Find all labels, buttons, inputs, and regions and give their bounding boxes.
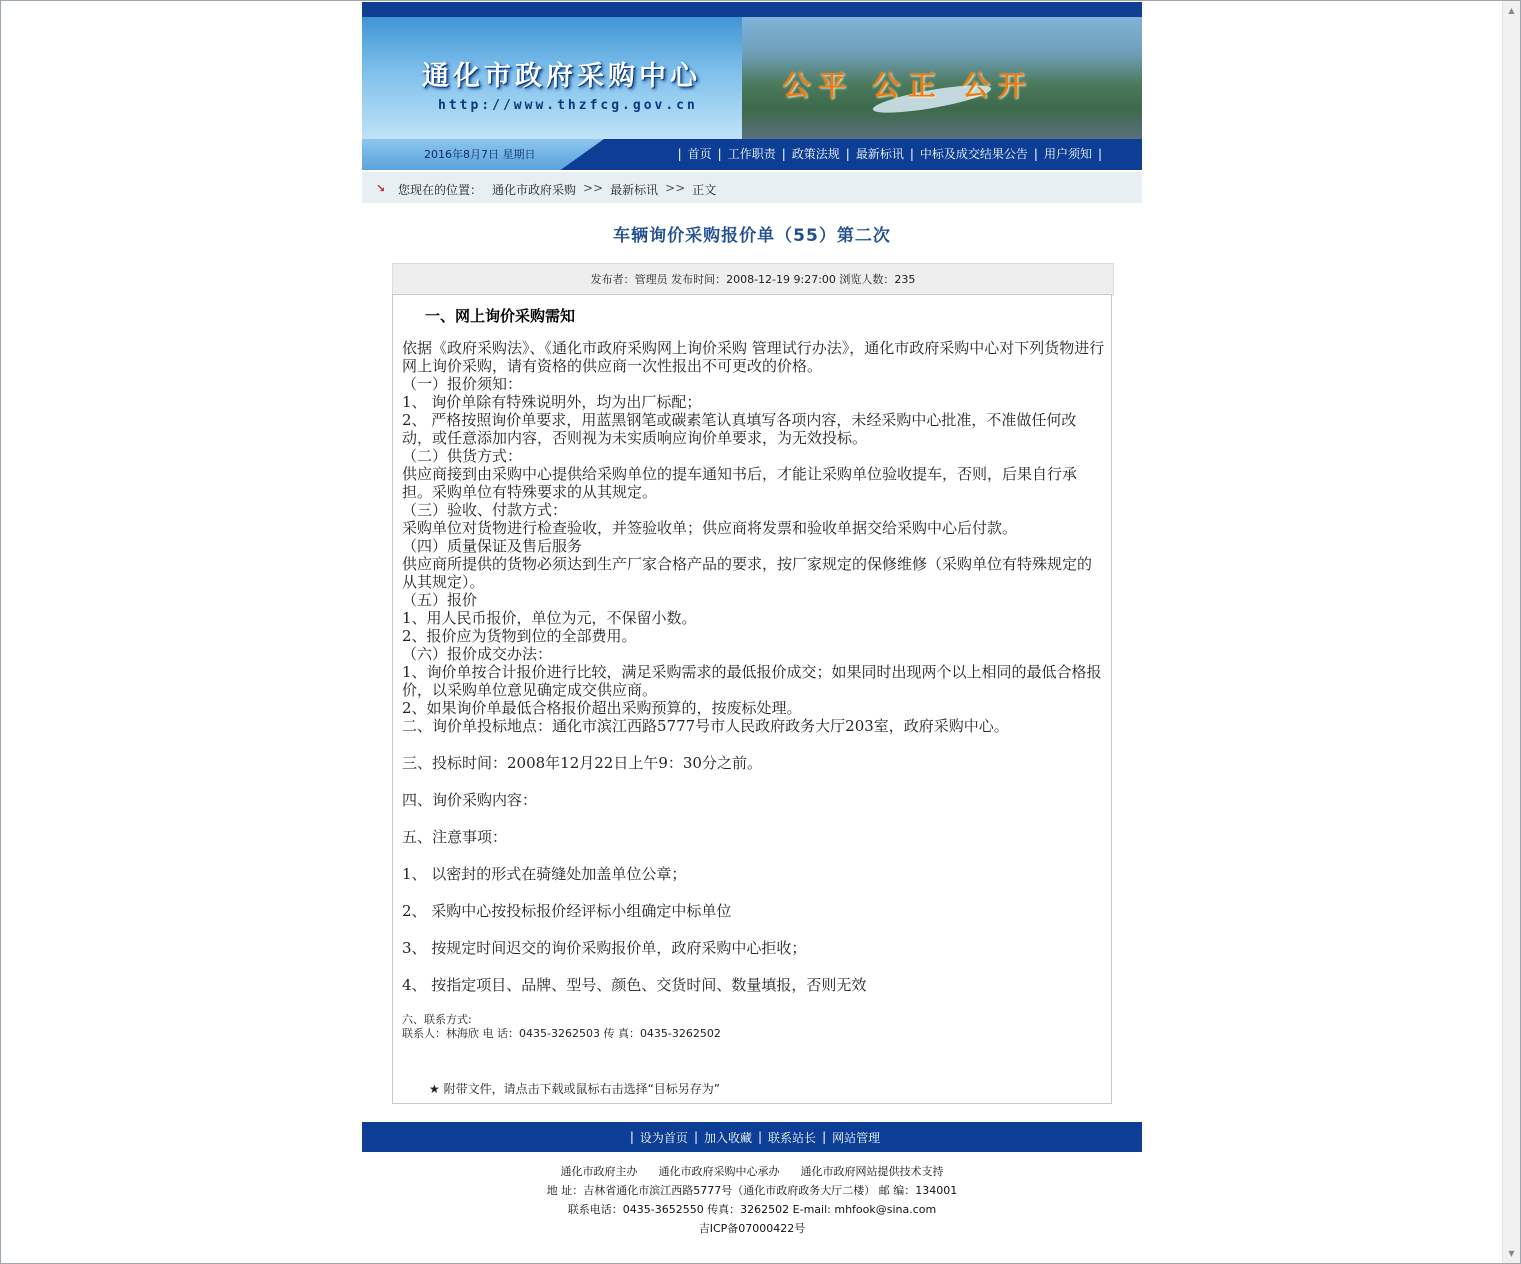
paragraph-spacer: [402, 772, 1106, 791]
attachment-note[interactable]: ★ 附带文件，请点击下载或鼠标右击选择“目标另存为”: [429, 1082, 721, 1096]
body-paragraph: 二、询价单投标地点：通化市滨江西路5777号市人民政府政务大厅203室，政府采购中心。: [402, 717, 1009, 735]
body-paragraph: 供应商所提供的货物必须达到生产厂家合格产品的要求，按厂家规定的保修维修（采购单位有特殊规定的从其规定）。: [402, 555, 1093, 591]
article-content: [392, 294, 1112, 1104]
body-paragraph: 1、用人民币报价，单位为元，不保留小数。: [402, 609, 697, 627]
body-paragraph: 2、报价应为货物到位的全部费用。: [402, 627, 637, 645]
paragraph-spacer: [402, 846, 1106, 865]
body-paragraph: （六）报价成交办法：: [402, 645, 553, 663]
breadcrumb-item-home[interactable]: 通化市政府采购: [492, 183, 577, 197]
footer-site-admin[interactable]: 网站管理: [832, 1130, 881, 1145]
body-paragraph: 1、询价单按合计报价进行比较，满足采购需求的最低报价成交；如果同时出现两个以上相同的最低合格报价，以采购单位意见确定成交供应商。: [402, 663, 1102, 699]
contact-info: [402, 1013, 721, 1041]
footer-set-homepage[interactable]: 设为首页: [639, 1130, 688, 1145]
banner-top-stripe: [362, 2, 1142, 17]
body-paragraph: 五、注意事项：: [402, 828, 508, 846]
breadcrumb-item-latest[interactable]: 最新标讯: [610, 183, 659, 197]
vertical-scrollbar[interactable]: [1502, 1, 1520, 1263]
footer-address: 地 址：吉林省通化市滨江西路5777号（通化市政府政务大厅二楼） 邮 编：134001: [546, 1184, 958, 1197]
breadcrumb: [362, 172, 1142, 203]
breadcrumb-label: 您现在的位置：: [398, 183, 483, 197]
top-nav: | 首页 | 工作职责 | 政策法规 | 最新标讯 | 中标及成交结果公告 | 用户须知 |: [677, 146, 1102, 161]
body-paragraph: 三、投标时间：2008年12月22日上午9：30分之前。: [402, 754, 762, 772]
site-slogan: 公平 公正 公开: [782, 69, 1034, 102]
body-paragraph: 2、如果询价单最低合格报价超出采购预算的，按废标处理。: [402, 699, 802, 717]
body-paragraph: 2、 采购中心按投标报价经评标小组确定中标单位: [402, 902, 732, 920]
body-paragraph: 4、 按指定项目、品牌、型号、颜色、交货时间、数量填报，否则无效: [402, 976, 867, 994]
paragraph-spacer: [402, 735, 1106, 754]
body-paragraph: （五）报价: [402, 591, 478, 609]
body-paragraph: 采购单位对货物进行检查验收，并签验收单；供应商将发票和验收单据交给采购中心后付款。: [402, 519, 1018, 537]
current-date: 2016年8月7日 星期日: [424, 148, 536, 161]
body-paragraph: （三）验收、付款方式：: [402, 501, 568, 519]
page-container: [362, 2, 1142, 1235]
nav-duties[interactable]: 工作职责: [727, 147, 776, 161]
body-paragraph: 3、 按规定时间迟交的询价采购报价单，政府采购中心拒收；: [402, 939, 807, 957]
body-paragraph: （四）质量保证及售后服务: [402, 537, 583, 555]
footer-icp[interactable]: 吉ICP备07000422号: [698, 1222, 806, 1235]
body-paragraph: 依据《政府采购法》、《通化市政府采购网上询价采购 管理试行办法》，通化市政府采购中心对下列货物进行网上询价采购，请有资格的供应商一次性报出不可更改的价格。: [402, 339, 1105, 375]
footer-add-favorite[interactable]: 加入收藏: [703, 1130, 752, 1145]
site-url: http://www.thzfcg.gov.cn: [438, 98, 698, 113]
contact-line: 联系人：林海欣 电 话：0435-3262503 传 真：0435-3262502: [402, 1027, 721, 1040]
footer-info: [362, 1162, 1142, 1238]
body-paragraph: （一）报价须知：: [402, 375, 523, 393]
paragraph-spacer: [402, 809, 1106, 828]
footer-organizers: 通化市政府主办 通化市政府采购中心承办 通化市政府网站提供技术支持: [560, 1165, 944, 1178]
footer-contact-admin[interactable]: 联系站长: [768, 1130, 817, 1145]
article-meta: 发布者：管理员 发布时间：2008-12-19 9:27:00 浏览人数：235: [392, 263, 1114, 296]
body-paragraph: 1、 询价单除有特殊说明外，均为出厂标配；: [402, 393, 702, 411]
breadcrumb-separator: >>: [583, 181, 604, 195]
footer-contact: 联系电话：0435-3652550 传真：3262502 E-mail: mhfook@sina.com: [567, 1203, 937, 1216]
article-body: [402, 339, 1106, 994]
body-paragraph: 2、 严格按照询价单要求，用蓝黑钢笔或碳素笔认真填写各项内容，未经采购中心批准，不准做任何改动，或任意添加内容，否则视为未实质响应询价单要求，为无效投标。: [402, 411, 1077, 447]
paragraph-spacer: [402, 920, 1106, 939]
body-paragraph: 四、询价采购内容：: [402, 791, 538, 809]
nav-home[interactable]: 首页: [687, 147, 712, 161]
site-title: 通化市政府采购中心: [422, 61, 701, 92]
contact-heading: 六、联系方式:: [402, 1013, 472, 1026]
body-paragraph: 1、 以密封的形式在骑缝处加盖单位公章；: [402, 865, 687, 883]
site-banner: [362, 2, 1142, 170]
nav-award-results[interactable]: 中标及成交结果公告: [919, 147, 1028, 161]
scroll-up-arrow-icon[interactable]: ▲: [1508, 6, 1515, 15]
body-paragraph: （二）供货方式：: [402, 447, 523, 465]
breadcrumb-separator: >>: [665, 181, 686, 195]
nav-latest-bids[interactable]: 最新标讯: [855, 147, 904, 161]
paragraph-spacer: [402, 957, 1106, 976]
paragraph-spacer: [402, 883, 1106, 902]
scroll-down-arrow-icon[interactable]: ▼: [1508, 1249, 1515, 1258]
footer-nav: | 设为首页 | 加入收藏 | 联系站长 | 网站管理: [362, 1122, 1142, 1152]
section-title: 一、网上询价采购需知: [425, 307, 576, 325]
article-title: 车辆询价采购报价单（55）第二次: [613, 226, 891, 246]
nav-policies[interactable]: 政策法规: [791, 147, 840, 161]
breadcrumb-arrow-icon: ↘: [376, 182, 386, 195]
nav-user-guide[interactable]: 用户须知: [1043, 147, 1092, 161]
breadcrumb-item-current: 正文: [692, 183, 717, 197]
body-paragraph: 供应商接到由采购中心提供给采购单位的提车通知书后，才能让采购单位验收提车，否则，后果自行承担。采购单位有特殊要求的从其规定。: [402, 465, 1078, 501]
